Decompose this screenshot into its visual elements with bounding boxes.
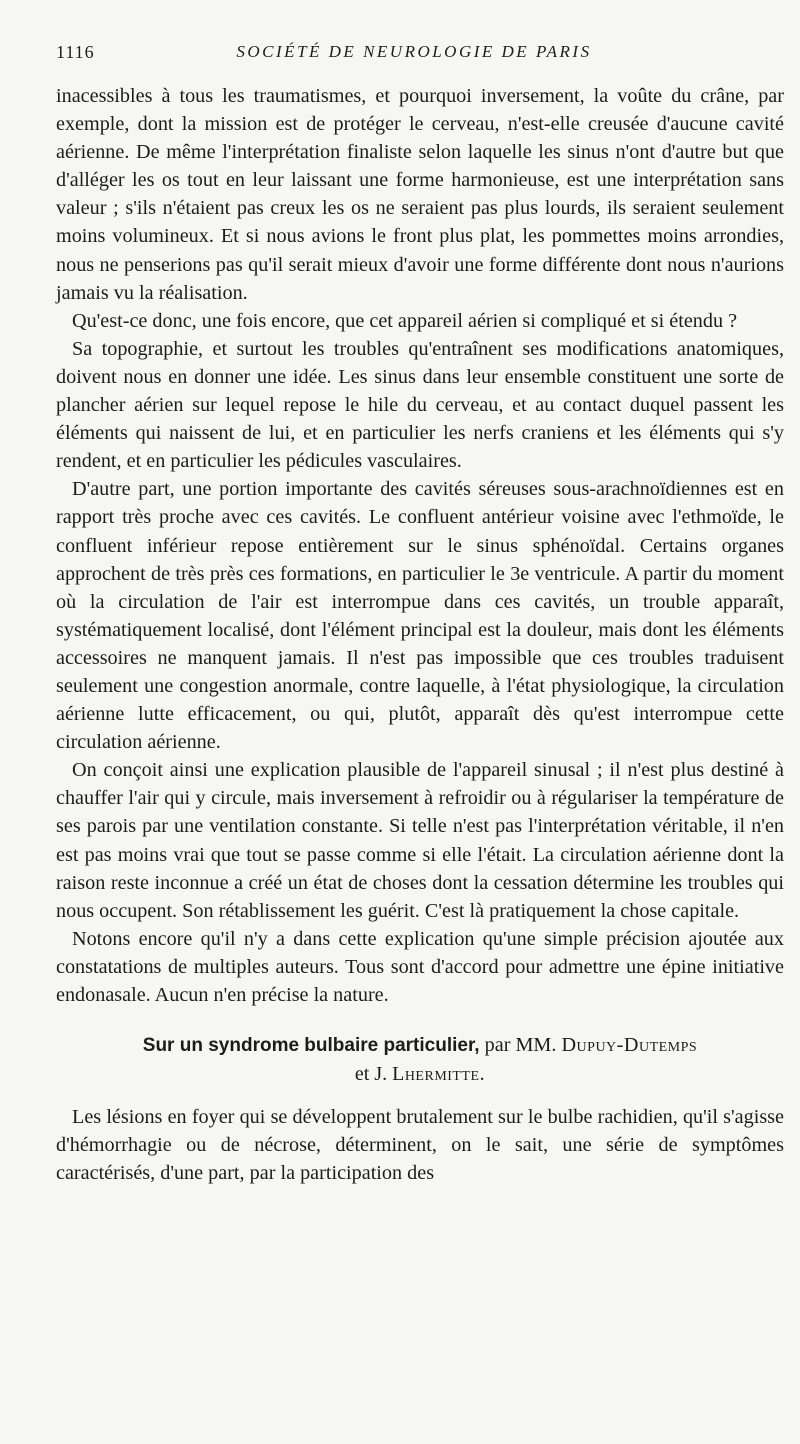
section-by: par MM. <box>484 1034 557 1057</box>
paragraph-6: Notons encore qu'il n'y a dans cette explication qu'une simple précision ajoutée aux constatations de multiples auteurs. Tous sont d'accord pour admettre une épine initiative endonasale. Aucun n'en précise la nature. <box>56 927 784 1006</box>
paragraph-1: inacessibles à tous les traumatismes, et pourquoi inversement, la voûte du crâne, par exemple, dont la mission est de protéger le cerveau, n'est-elle creusée d'aucune cavité aérienne. De même l'interprétation finaliste selon laquelle les sinus n'ont d'autre but que d'alléger les os tout en leur laissant une forme harmonieuse, est une interprétation sans valeur ; s'ils n'étaient pas creux les os ne seraient pas plus lourds, ils seraient seulement moins volumineux. Et si nous avions le front plus plat, les pommettes moins arrondies, nous ne penserions pas qu'il serait mieux d'avoir une forme différente dont nous n'aurions jamais vu la réalisation. <box>56 85 784 304</box>
paragraph-final: Les lésions en foyer qui se développent brutalement sur le bulbe rachidien, qu'il s'agisse d'hémorrhagie ou de nécrose, déterminent, on le sait, une série de symptômes caractérisés, d'une part, par la participation des <box>56 1106 784 1185</box>
section-authors-line <box>56 1059 784 1089</box>
author-1: Dupuy-Dutemps <box>561 1034 698 1057</box>
paragraph-4: D'autre part, une portion importante des cavités séreuses sous-arachnoïdiennes est en rapport très proche avec ces cavités. Le confluent antérieur voisine avec l'ethmoïde, le confluent inférieur repose entièrement sur le sinus sphénoïdal. Certains organes approchent de très près ces formations, en particulier le 3e ventricule. A partir du moment où la circulation de l'air est interrompue dans ces cavités, un trouble apparaît, systématiquement localisé, dont l'élément principal est la douleur, mais dont les éléments accessoires ne manquent jamais. Il n'est pas impossible que ces troubles traduisent seulement une congestion anormale, contre laquelle, à l'état physiologique, la circulation aérienne lutte efficacement, ou qui, plutôt, apparaît dès qu'est interrompue cette circulation aérienne. <box>56 478 784 754</box>
section-title: Sur un syndrome bulbaire particulier, <box>142 1035 480 1057</box>
section-heading <box>56 1032 784 1059</box>
page-number: 1116 <box>56 42 95 62</box>
author-2: Lhermitte. <box>392 1063 486 1086</box>
body-text <box>56 82 784 1187</box>
paragraph-3: Sa topographie, et surtout les troubles qu'entraînent ses modifications anatomiques, doivent nous en donner une idée. Les sinus dans leur ensemble constituent une sorte de plancher aérien sur lequel repose le hile du cerveau, et au contact duquel passent les éléments qui naissent de lui, et en particulier les nerfs craniens et les éléments qui s'y rendent, et en particulier les pédicules vasculaires. <box>56 337 784 473</box>
paragraph-2: Qu'est-ce donc, une fois encore, que cet appareil aérien si compliqué et si étendu ? <box>72 309 738 332</box>
section-conj: et J. <box>354 1063 388 1086</box>
running-head: SOCIÉTÉ DE NEUROLOGIE DE PARIS <box>236 42 592 61</box>
page-header <box>56 42 772 66</box>
paragraph-5: On conçoit ainsi une explication plausible de l'appareil sinusal ; il n'est plus destiné à chauffer l'air qui y circule, mais inversement à refroidir ou à régulariser la température de ses parois par une ventilation constante. Si telle n'est pas l'interprétation véritable, il n'en est pas moins vrai que tout se passe comme si elle l'était. La circulation aérienne dont la raison reste inconnue a créé un état de choses dont la cessation détermine les troubles qui nous occupent. Son rétablissement les guérit. C'est là pratiquement la chose capitale. <box>56 759 784 922</box>
